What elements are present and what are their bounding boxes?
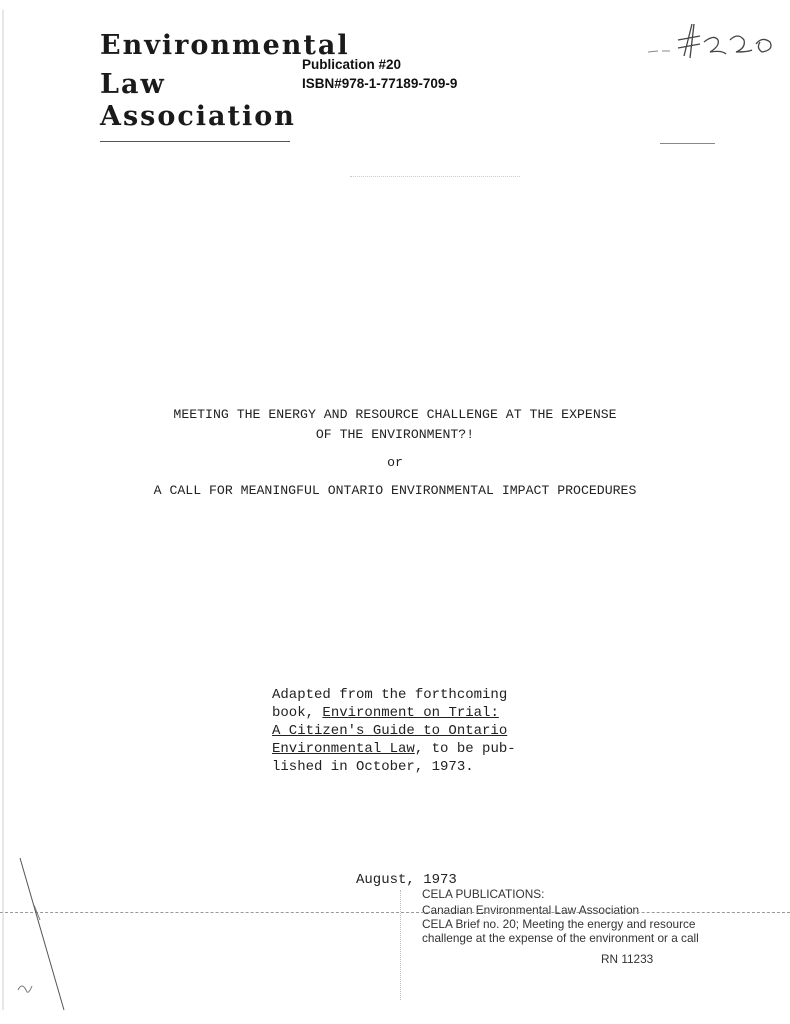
catalog-record-number: RN 11233: [601, 952, 654, 966]
catalog-heading: CELA PUBLICATIONS:: [422, 887, 545, 901]
handwritten-note-mark: [640, 18, 790, 68]
letterhead-line-1: Environmental: [100, 30, 350, 61]
adaptation-line-1: Adapted from the forthcoming: [272, 687, 508, 703]
adaptation-line-4: [272, 741, 516, 757]
book-title-part-1: Environment on Trial:: [322, 705, 499, 721]
catalog-org: Canadian Environmental Law Association: [422, 903, 640, 917]
letterhead-line-2: Law: [100, 69, 166, 100]
catalog-entry-line-1: CELA Brief no. 20; Meeting the energy and resource: [422, 917, 696, 931]
adaptation-line-5: lished in October, 1973.: [272, 759, 474, 775]
catalog-entry-line-2: challenge at the expense of the environment or a call: [422, 931, 699, 945]
adaptation-line-3: [272, 723, 507, 739]
adaptation-prefix: book,: [272, 705, 323, 721]
publication-number: Publication #20: [302, 57, 402, 72]
scan-speck-line: [350, 176, 520, 177]
title-line-2: OF THE ENVIRONMENT?!: [315, 427, 475, 442]
right-header-rule: [660, 143, 715, 144]
adaptation-line-2: [272, 705, 499, 721]
adaptation-suffix: , to be pub-: [414, 741, 516, 757]
title-line-1: MEETING THE ENERGY AND RESOURCE CHALLENGE AT THE EXPENSE: [173, 407, 617, 422]
letterhead-rule: [100, 141, 290, 142]
scan-edge-marks: [0, 0, 90, 1024]
title-line-3: A CALL FOR MEANINGFUL ONTARIO ENVIRONMENTAL IMPACT PROCEDURES: [153, 483, 637, 498]
title-connector: or: [387, 455, 403, 470]
catalog-left-guide: [400, 890, 401, 1000]
document-date: August, 1973: [356, 872, 457, 888]
book-title-part-3: Environmental Law: [272, 741, 415, 757]
publication-isbn: ISBN#978-1-77189-709-9: [302, 76, 458, 91]
letterhead-line-3: Association: [100, 101, 296, 132]
book-title-part-2: A Citizen's Guide to Ontario: [272, 723, 508, 739]
scan-dashed-line: [0, 912, 790, 913]
